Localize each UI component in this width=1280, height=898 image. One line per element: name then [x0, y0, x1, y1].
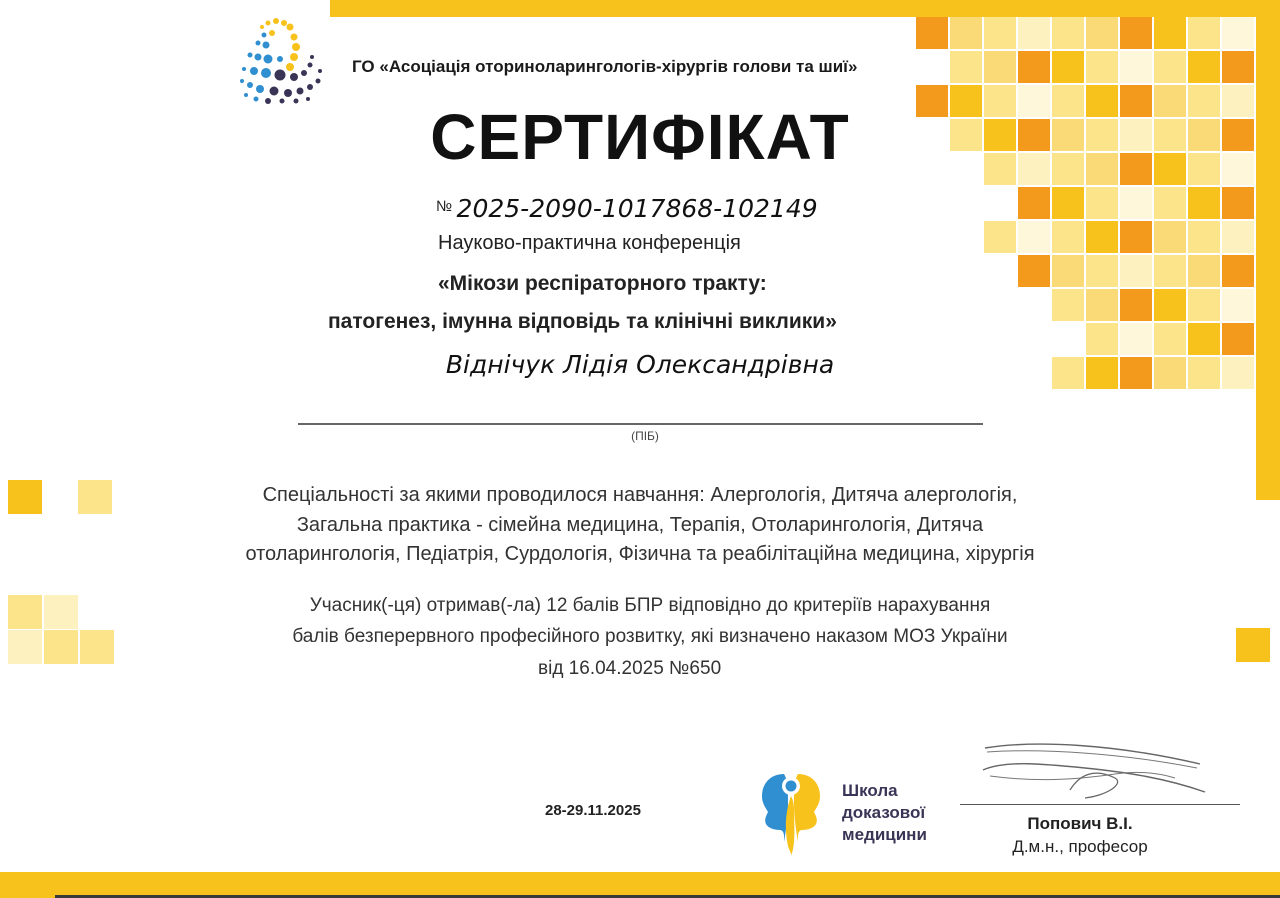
mosaic-square	[1086, 255, 1118, 287]
mosaic-square	[1154, 187, 1186, 219]
event-title-line1: «Мікози респіраторного тракту:	[438, 272, 767, 295]
mosaic-square	[984, 51, 1016, 83]
mosaic-square	[1222, 255, 1254, 287]
mosaic-square	[1188, 289, 1220, 321]
specialties-line1: Спеціальності за якими проводилося навчання: Алергологія, Дитяча алергологія,	[262, 484, 1018, 506]
mosaic-square	[44, 595, 78, 629]
mosaic-square	[1086, 51, 1118, 83]
mosaic-square	[1236, 628, 1270, 662]
mosaic-square	[1154, 119, 1186, 151]
mosaic-square	[1222, 323, 1254, 355]
mosaic-square	[1120, 323, 1152, 355]
mosaic-square	[1222, 85, 1254, 117]
mosaic-square	[1120, 255, 1152, 287]
number-label: №	[436, 198, 453, 215]
mosaic-square	[1154, 323, 1186, 355]
mosaic-square	[950, 85, 982, 117]
mosaic-square	[1052, 289, 1084, 321]
participant-name: Віднічук Лідія Олександрівна	[445, 350, 835, 379]
mosaic-square	[1086, 17, 1118, 49]
mosaic-square	[1120, 85, 1152, 117]
mosaic-square	[1188, 153, 1220, 185]
school-name-line1: Школа	[842, 781, 898, 800]
mosaic-square	[1120, 221, 1152, 253]
mosaic-square	[1188, 187, 1220, 219]
mosaic-square	[1188, 357, 1220, 389]
mosaic-square	[1222, 153, 1254, 185]
mosaic-square	[1052, 119, 1084, 151]
mosaic-square	[1154, 153, 1186, 185]
school-name	[842, 780, 927, 846]
mosaic-square	[1154, 357, 1186, 389]
mosaic-square	[1018, 255, 1050, 287]
mosaic-square	[1086, 289, 1118, 321]
points-line3: від 16.04.2025 №650	[538, 658, 722, 679]
mosaic-square	[1222, 119, 1254, 151]
certificate-title: СЕРТИФІКАТ	[430, 101, 850, 173]
mosaic-square	[1052, 357, 1084, 389]
mosaic-square	[1052, 255, 1084, 287]
mosaic-square	[1222, 289, 1254, 321]
points-line1: Учасник(-ця) отримав(-ла) 12 балів БПР відповідно до критеріїв нарахування	[309, 595, 991, 616]
mosaic-square	[1086, 221, 1118, 253]
mosaic-square	[1086, 187, 1118, 219]
school-logo-icon	[758, 770, 824, 856]
mosaic-square	[984, 85, 1016, 117]
mosaic-square	[984, 153, 1016, 185]
mosaic-square	[1188, 221, 1220, 253]
mosaic-square	[916, 17, 948, 49]
mosaic-square	[1188, 119, 1220, 151]
specialties-line3: отоларингологія, Педіатрія, Сурдологія, Фізична та реабілітаційна медицина, хірургія	[245, 543, 1035, 565]
mosaic-square	[8, 480, 42, 514]
mosaic-square	[44, 630, 78, 664]
mosaic-square	[1154, 289, 1186, 321]
mosaic-square	[1154, 255, 1186, 287]
name-caption: (ПІБ)	[631, 429, 659, 443]
top-yellow-band	[330, 0, 1280, 17]
mosaic-square	[1222, 187, 1254, 219]
mosaic-square	[1188, 85, 1220, 117]
mosaic-square	[950, 17, 982, 49]
mosaic-square	[1052, 17, 1084, 49]
mosaic-square	[1086, 323, 1118, 355]
mosaic-square	[1154, 17, 1186, 49]
mosaic-square	[984, 221, 1016, 253]
mosaic-square	[1018, 221, 1050, 253]
signature-line	[960, 804, 1240, 805]
specialties-line2: Загальна практика - сімейна медицина, Терапія, Отоларингологія, Дитяча	[296, 514, 984, 536]
signer-name: Попович В.І.	[1027, 814, 1133, 833]
mosaic-square	[80, 630, 114, 664]
mosaic-square	[1052, 85, 1084, 117]
mosaic-square	[8, 595, 42, 629]
mosaic-square	[1222, 221, 1254, 253]
event-title-line2: патогенез, імунна відповідь та клінічні виклики»	[328, 310, 837, 333]
mosaic-square	[8, 630, 42, 664]
mosaic-square	[1018, 85, 1050, 117]
mosaic-square	[1222, 51, 1254, 83]
mosaic-square	[1188, 51, 1220, 83]
mosaic-square	[1154, 85, 1186, 117]
mosaic-square	[1188, 17, 1220, 49]
mosaic-square	[984, 17, 1016, 49]
mosaic-square	[950, 119, 982, 151]
mosaic-square	[1018, 153, 1050, 185]
signer-title: Д.м.н., професор	[1012, 837, 1148, 856]
mosaic-square	[1120, 357, 1152, 389]
mosaic-square	[1086, 153, 1118, 185]
certificate-number: 2025-2090-1017868-102149	[456, 194, 818, 223]
mosaic-square	[1052, 187, 1084, 219]
mosaic-square	[1188, 255, 1220, 287]
mosaic-square	[950, 51, 982, 83]
mosaic-square	[1052, 153, 1084, 185]
mosaic-square	[1086, 85, 1118, 117]
mosaic-square	[1018, 187, 1050, 219]
mosaic-square	[1052, 221, 1084, 253]
mosaic-square	[1018, 51, 1050, 83]
mosaic-square	[1120, 51, 1152, 83]
mosaic-square	[1154, 51, 1186, 83]
mosaic-square	[1120, 153, 1152, 185]
mosaic-square	[1222, 17, 1254, 49]
event-type: Науково-практична конференція	[438, 232, 741, 254]
name-underline	[298, 423, 983, 425]
mosaic-square	[1086, 119, 1118, 151]
mosaic-square	[1120, 17, 1152, 49]
mosaic-square	[1120, 119, 1152, 151]
mosaic-square	[1154, 221, 1186, 253]
association-logo-icon	[232, 15, 332, 110]
mosaic-square	[1018, 17, 1050, 49]
mosaic-square	[1120, 187, 1152, 219]
signature	[975, 738, 1215, 808]
event-date: 28-29.11.2025	[545, 802, 641, 819]
mosaic-square	[1018, 119, 1050, 151]
organization-name: ГО «Асоціація оториноларингологів-хірургів голови та шиї»	[352, 57, 858, 76]
mosaic-square	[1120, 289, 1152, 321]
mosaic-square	[1086, 357, 1118, 389]
school-name-line2: доказової	[842, 803, 926, 822]
right-yellow-band	[1256, 0, 1280, 500]
mosaic-square	[1222, 357, 1254, 389]
mosaic-square	[984, 119, 1016, 151]
mosaic-square	[1052, 51, 1084, 83]
certificate-number-row	[436, 194, 818, 223]
mosaic-square	[1188, 323, 1220, 355]
points-line2: балів безперервного професійного розвитку, які визначено наказом МОЗ України	[292, 626, 1008, 647]
school-name-line3: медицини	[842, 825, 927, 844]
